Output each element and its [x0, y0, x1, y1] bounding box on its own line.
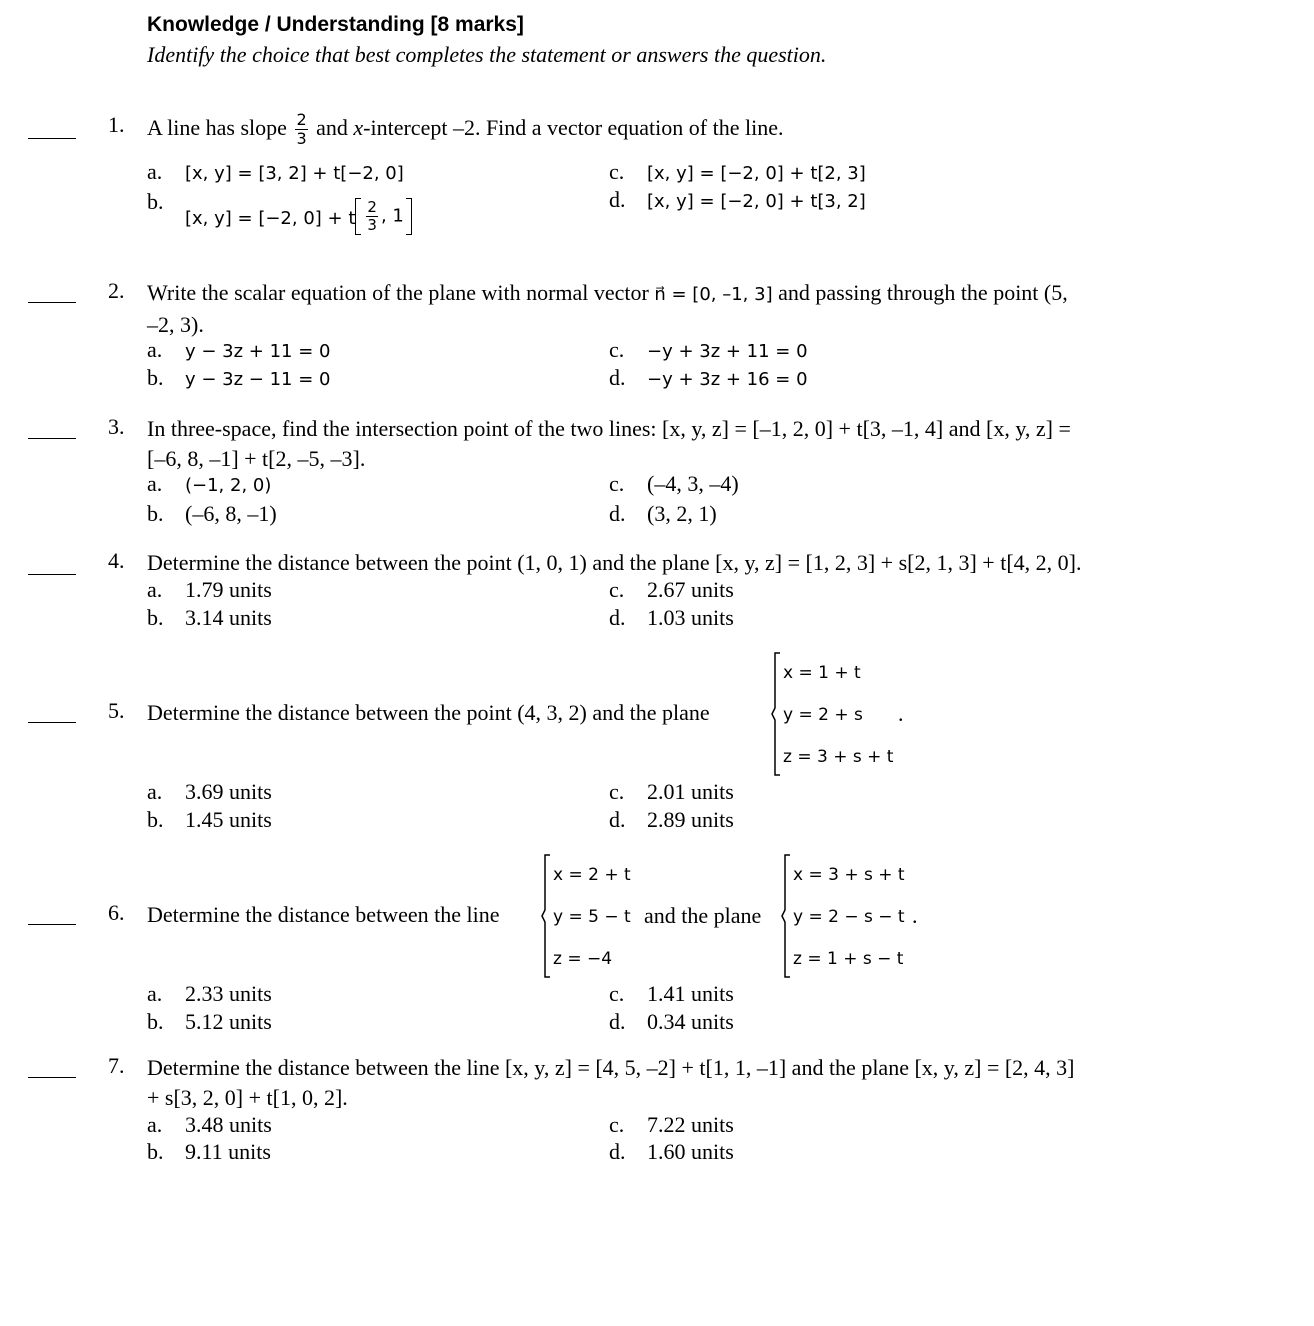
option-b[interactable]: b. 1.45 units: [147, 807, 272, 832]
question-text: Determine the distance between the line: [147, 902, 500, 927]
question-number: 7.: [108, 1053, 125, 1078]
answer-blank-5[interactable]: [28, 722, 76, 723]
period: .: [912, 903, 918, 928]
option-a[interactable]: a. 3.48 units: [147, 1112, 272, 1137]
system-row: x = 3 + s + t: [793, 865, 905, 885]
option-c[interactable]: c. 2.01 units: [609, 779, 734, 804]
system-row: y = 2 + s: [783, 705, 863, 725]
option-c[interactable]: c. (–4, 3, –4): [609, 471, 739, 496]
question-text: A line has slope $\frac{2}{3}$ and x-intercept –2. Find a vector equation of the line.: [147, 110, 784, 149]
option-b[interactable]: b. (–6, 8, –1): [147, 501, 277, 526]
question-number: 1.: [108, 112, 125, 137]
plane-system: [771, 652, 894, 776]
option-d[interactable]: d. 1.03 units: [609, 605, 734, 630]
option-b[interactable]: b. 5.12 units: [147, 1009, 272, 1034]
answer-blank-3[interactable]: [28, 438, 76, 439]
answer-blank-7[interactable]: [28, 1077, 76, 1078]
question-text: Determine the distance between the line [x, y, z] = [4, 5, –2] + t[1, 1, –1] and the plane [x, y, z] = [2, 4, 3] + s[3, 2, 0] + t[1, 0, 2].: [147, 1055, 1075, 1110]
option-d[interactable]: d. [x, y] = [−2, 0] + t[3, 2]: [609, 187, 866, 212]
option-a[interactable]: a. 2.33 units: [147, 981, 272, 1006]
option-d[interactable]: d. 1.60 units: [609, 1139, 734, 1164]
question-text-mid: and the plane: [644, 903, 762, 928]
slope-fraction: $\frac{2}{3}$: [296, 110, 307, 149]
system-row: x = 2 + t: [553, 865, 631, 885]
option-a[interactable]: a. y − 3z + 11 = 0: [147, 337, 331, 362]
normal-vector: n⃗ = [0, –1, 3]: [654, 284, 773, 305]
system-row: z = 3 + s + t: [783, 747, 894, 767]
left-brace-icon: [781, 854, 791, 978]
option-c[interactable]: c. 7.22 units: [609, 1112, 734, 1137]
question-text: Write the scalar equation of the plane with normal vector n⃗ = [0, –1, 3] and passing through the point (5, –2, 3).: [147, 280, 1068, 337]
question-number: 5.: [108, 698, 125, 723]
left-brace-icon: [541, 854, 551, 978]
answer-blank-2[interactable]: [28, 302, 76, 303]
option-d[interactable]: d. 2.89 units: [609, 807, 734, 832]
system-row: y = 2 − s − t: [793, 907, 905, 927]
question-text: In three-space, find the intersection point of the two lines: [x, y, z] = [–1, 2, 0] + t[3, –1, 4] and [x, y, z] = [–6, 8, –1] + t[2, –5, –3].: [147, 416, 1071, 471]
system-row: y = 5 − t: [553, 907, 631, 927]
plane-system: [781, 854, 911, 978]
left-brace-icon: [771, 652, 781, 776]
section-header: [147, 10, 826, 70]
section-title: Knowledge / Understanding [8 marks]: [147, 13, 524, 36]
option-a[interactable]: a. [x, y] = [3, 2] + t[−2, 0]: [147, 159, 404, 184]
option-c[interactable]: c. 2.67 units: [609, 577, 734, 602]
option-c[interactable]: c. [x, y] = [−2, 0] + t[2, 3]: [609, 159, 866, 184]
option-c[interactable]: c. −y + 3z + 11 = 0: [609, 337, 808, 362]
option-a[interactable]: a. 3.69 units: [147, 779, 272, 804]
question-number: 3.: [108, 414, 125, 439]
system-row: z = 1 + s − t: [793, 949, 904, 969]
answer-blank-4[interactable]: [28, 574, 76, 575]
option-d[interactable]: d. 0.34 units: [609, 1009, 734, 1034]
question-text: Determine the distance between the point (1, 0, 1) and the plane [x, y, z] = [1, 2, 3] + s[2, 1, 3] + t[4, 2, 0].: [147, 550, 1082, 575]
period: .: [898, 701, 904, 726]
question-number: 6.: [108, 900, 125, 925]
option-c[interactable]: c. 1.41 units: [609, 981, 734, 1006]
option-a[interactable]: a. 1.79 units: [147, 577, 272, 602]
question-text: Determine the distance between the point (4, 3, 2) and the plane: [147, 700, 710, 725]
system-row: x = 1 + t: [783, 663, 861, 683]
question-number: 4.: [108, 548, 125, 573]
answer-blank-6[interactable]: [28, 924, 76, 925]
instructions: Identify the choice that best completes the statement or answers the question.: [147, 42, 827, 67]
bracket-vector: $\frac{2}{3}$ , 1: [355, 198, 411, 235]
option-b[interactable]: b. 3.14 units: [147, 605, 272, 630]
option-a[interactable]: a. (−1, 2, 0): [147, 471, 272, 496]
option-d[interactable]: d. −y + 3z + 16 = 0: [609, 365, 808, 390]
answer-blank-1[interactable]: [28, 138, 76, 139]
option-b[interactable]: $b._{[x, y] = [-2, 0] + t}$ $\frac{2}{3}$ , 1: [147, 188, 412, 225]
line-system: [541, 854, 641, 978]
system-row: z = −4: [553, 949, 613, 969]
question-number: 2.: [108, 278, 125, 303]
option-b[interactable]: b. 9.11 units: [147, 1139, 271, 1164]
option-b[interactable]: b. y − 3z − 11 = 0: [147, 365, 331, 390]
option-d[interactable]: d. (3, 2, 1): [609, 501, 717, 526]
